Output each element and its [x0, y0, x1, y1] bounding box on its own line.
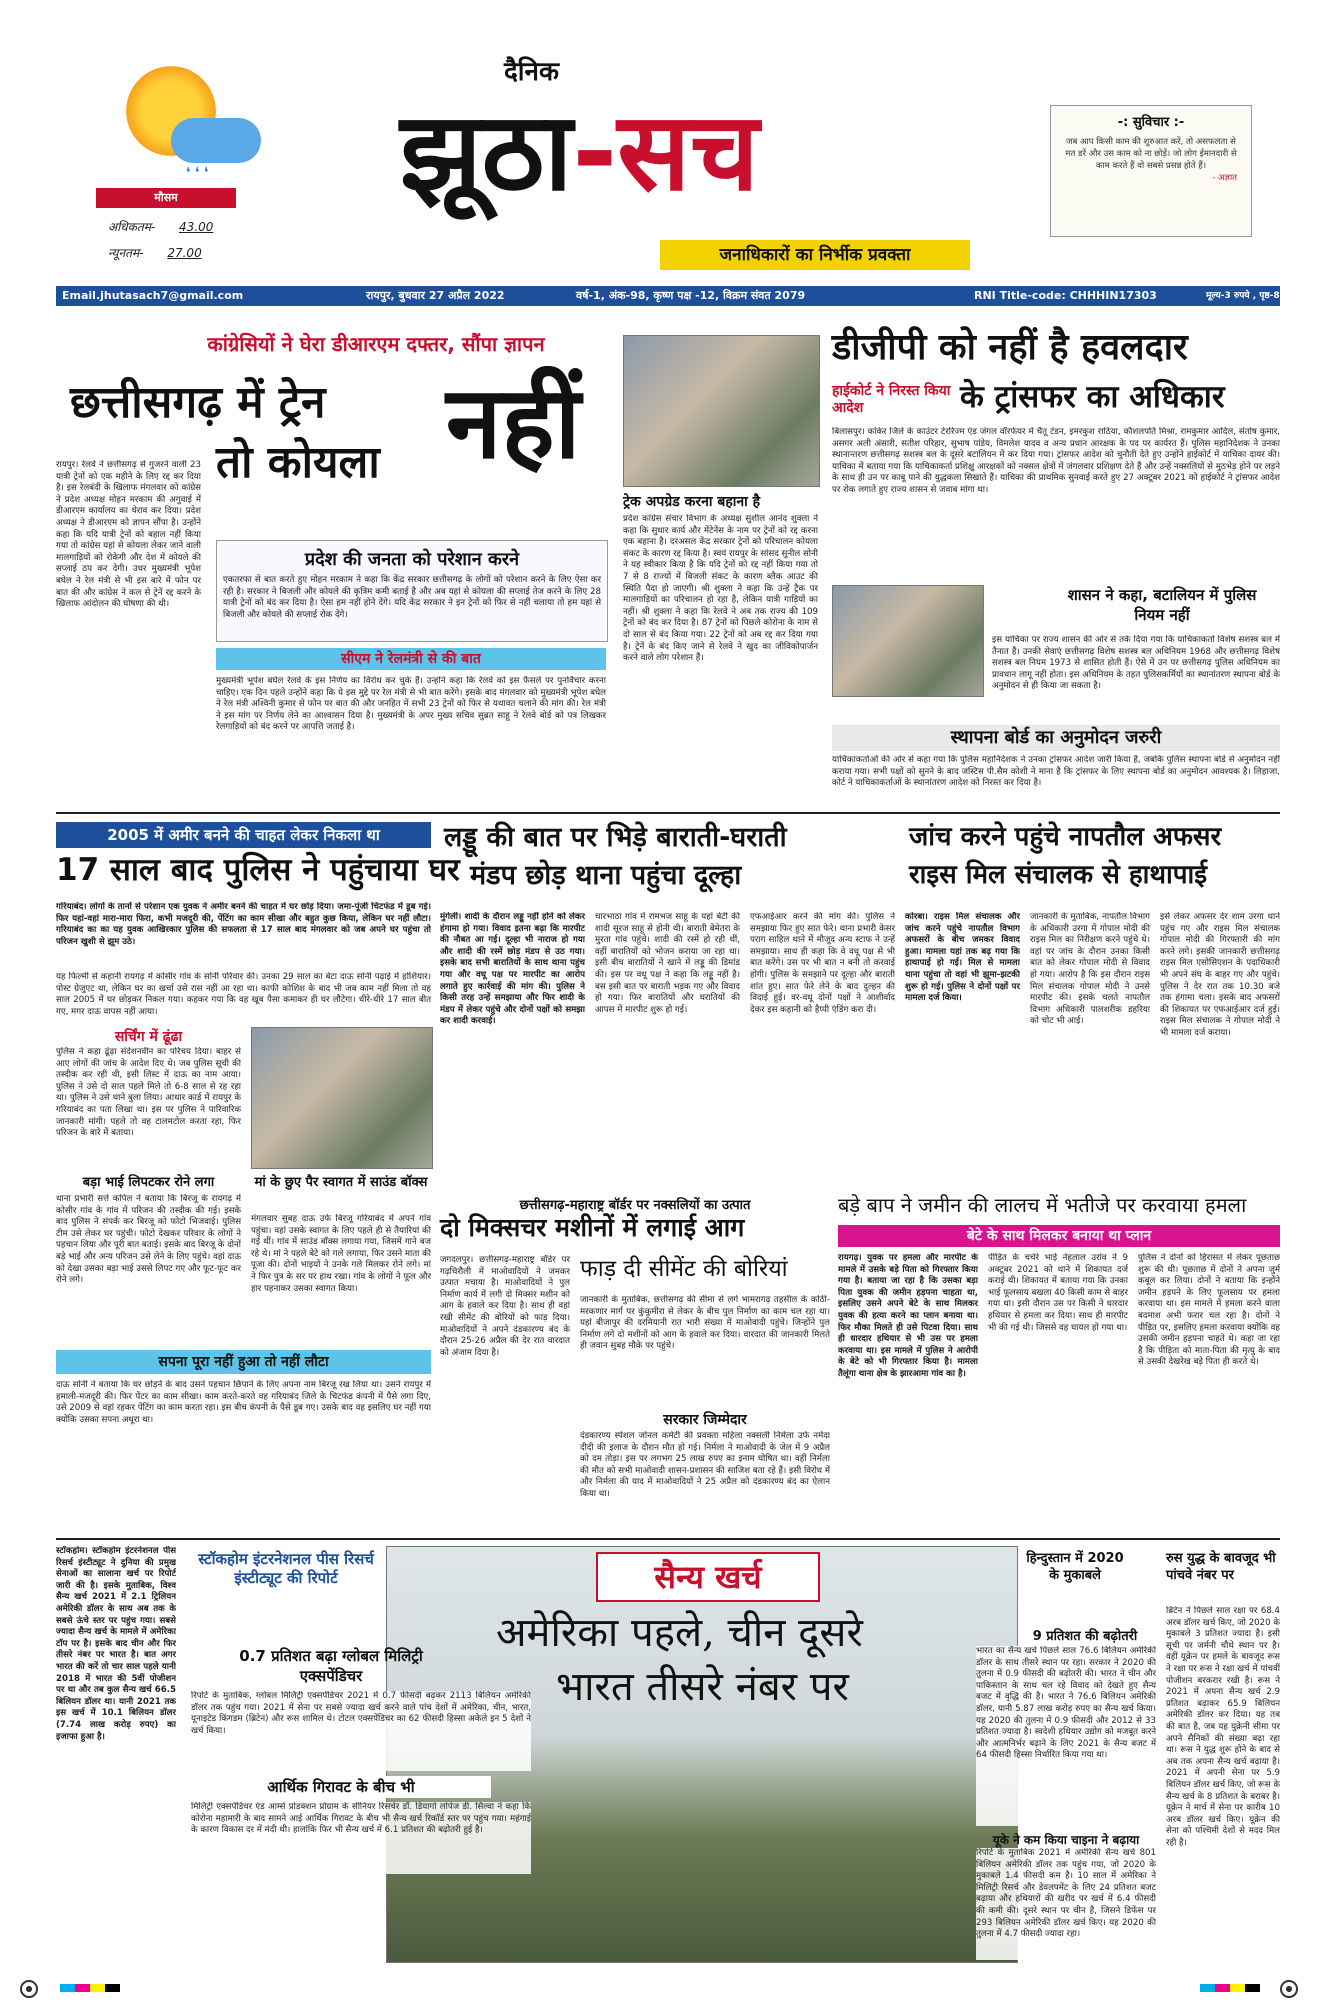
story2-head2: के ट्रांसफर का अधिकार [960, 379, 1225, 415]
weather-label: मौसम [96, 188, 236, 208]
story2-subtext2: याचिकाकर्ताओं की ओर से कहा गया कि पुलिस महानिदेशक ने उनका ट्रांसफर आदेश जारी किया है, जबकि पुलिस स्थापना बोर्ड से अनुमोदन नहीं कराया गया। सभी पक्षों को सुनने के बाद जस्टिस पी.सैम कोशी ने माना है कि ट्रांसफर के लिए स्थापना बोर्ड का अनुमोदन आवश्यक है। लिहाजा, कोर्ट ने याचिकाकर्ताओं के स्थानांतरण आदेश को निरस्त कर दिया है। [832, 755, 1280, 789]
weather-max: अधिकतम- 43.00 [108, 220, 214, 234]
story8-title: स्टॉकहोम इंटरनेशनल पीस रिसर्च इंस्टीट्यूट की रिपोर्ट [198, 1550, 374, 1587]
email[interactable]: Email.jhutasach7@gmail.com [62, 289, 244, 302]
story7-bar: बेटे के साथ मिलकर बनाया था प्लान [838, 1225, 1280, 1247]
story3-bar2: सपना पूरा नहीं हुआ तो नहीं लौटा [56, 1350, 431, 1374]
story3-sub2text: थाना प्रभारी सत्ते कपिल ने बताया कि बिरजू के रायगढ़ में कोसीर गांव के गांव में परिजन की तस्दीक की गई। इसके बाद पुलिस ने संपर्क कर बिरजू को फोटो भिजवाई। पुलिस टीम उसे लेकर घर पहुंची। फोटो देखकर परिवार के लोगों ने पहचान लिया और पूरी बात बताई। इसके बाद बिरजू के दोनों बड़े भाई और अन्य परिजन उसे लेने के लिए पहुंचे। वहां दाऊ को देखा उसका बड़ा भाई उससे लिपट गए और फूट-फूट कर रोने लगे। [56, 1194, 241, 1286]
story8-sub2text: मिलिट्री एक्सपेंडिचर एंड आर्म्स प्रोडक्शन प्रोग्राम के सीनियर रिसर्चर डॉ. डियागो लोपेज डी. सिल्वा ने कहा कि कोरोना महामारी के बाद सामने आई आर्थिक गिरावट के बीच भी सैन्य खर्च रिकॉर्ड स्तर पर पहुंच गया। महंगाई के कारण विकास दर में मंदी थी। हालांकि फिर भी सैन्य खर्च में 6.1 प्रतिशत की बढ़ोतरी हुई है। [191, 1802, 531, 1874]
weather-box [96, 48, 276, 278]
story5-col3: इसे लेकर अफसर देर शाम उरगा थाने पहुंच गए और राइस मिल संचालक गोपाल मोदी की गिरफ्तारी की मांग करने लगे। इसकी जानकारी छत्तीसगढ़ राइस मिल एसोसिएशन के पदाधिकारी भी अपने संघ के बाहर गए और पहुंचे। पुलिस ने देर रात तक 10.30 बजे तक हंगामा चला। इसके बाद अफसरों की शिकायत पर एफआईआर दर्ज हुई। राइस मिल संचालक ने गोपाल मोदी ने भी मामला दर्ज कराया। [1160, 912, 1280, 1038]
registration-mark [1280, 1980, 1298, 1998]
title-right: सच [617, 90, 759, 215]
suvichar-text: जब आप किसी काम की शुरुआत करें, तो असफलता से मत डरें और उस काम को ना छोड़ें। जो लोग ईमानदारी से काम करते हैं वो सबसे प्रसन्न होते हैं। [1065, 137, 1237, 171]
story8-sub1text: रिपोर्ट के मुताबिक, ग्लोबल मिलिट्री एक्सपेंडिचर 2021 में 0.7 फीसदी बढ़कर 2113 बिलियन अमेरिकी डॉलर तक पहुंच गया। 2021 में सेना पर सबसे ज्यादा खर्च करने वाले पांच देशों में अमेरिका, चीन, भारत, यूनाइटेड किंगडम (ब्रिटेन) और रूस शामिल थे। टोटल एक्सपेंडिचर का 62 फीसदी हिस्सा अकेले इन 5 देशों ने खर्च किया। [191, 1691, 531, 1771]
story7-head: बड़े बाप ने जमीन की लालच में भतीजे पर करवाया हमला [838, 1193, 1247, 1217]
story8-sub1: 0.7 प्रतिशत बढ़ा ग्लोबल मिलिट्री एक्सपेंडिचर [239, 1647, 423, 1685]
story8-mid-sub: 9 प्रतिशत की बढ़ोतरी [1032, 1629, 1138, 1644]
story2-text: बिलासपुर। कांकेर जिले के काउंटर टेररिज्म एंड जंगल वॉरफेयर में चैतू टंडन, इमरकुश राठिया, कौशलपति मिश्रा, रामकुमार आदिल, संतोष कुमार, असगर अली अंसारी, सतीश परिहार, सुभाष पांडेय, विमलेश यादव व अन्य प्रधान आरक्षक के पद पर कार्यरत हैं। पुलिस महानिदेशक ने उनका स्थानान्तरण छत्तीसगढ़ सशस्त्र बल के दूसरे बटालियन में कर दिया गया। ट्रांसफर आदेश को चुनौती देते हुए उन्होंने हाईकोर्ट में याचिका दायर की। याचिका में बताया गया कि याचिकाकर्ता प्रशिक्षु आरक्षकों को नक्सल क्षेत्रों में जंगलवार प्रशिक्षण देते हैं और उन्हें नक्सलियों से मुठभेड़ होने पर लड़ने के साथ ही उन पर काबू पाने की युद्धकला सिखाते हैं। याचिका की प्राथमिक सुनवाई करते हुए 27 अक्टूबर 2021 को हाईकोर्ट ने ट्रांसफर आदेश पर रोक लगाते हुए राज्य शासन से जवाब मांगा था। [832, 427, 1280, 495]
story2-head1: डीजीपी को नहीं है हवलदार [832, 327, 1188, 368]
story5-head1: जांच करने पहुंचे नापतौल अफसर [909, 822, 1222, 852]
story-military-spending [56, 1546, 1280, 1966]
story1-bartext: मुख्यमंत्री भूपेश बघेल रेलवे के इस निर्णय का विरोध कर चुके हैं। उन्होंने कहा कि रेलवे को इस फैसले पर पुनर्विचार करना चाहिए। एक दिन पहले उन्होंने कहा कि ये इस मुद्दे पर रेल मंत्री से भी बात करेंगे। इसके बाद मंगलवार को मुख्यमंत्री भूपेश बघेल ने रेल मंत्री अश्विनी कुमार से फोन पर बात की और जनहित में सभी 23 ट्रेनों को फिर से यथावत चलाने की मांग की। रेल मंत्री ने इस मांग पर निर्णय लेने का आश्वासन दिया है। मुख्यमंत्री के अपर मुख्य सचिव सुब्रत साहू ने रेलवे बोर्ड को पत्र लिखकर रेलगाड़ियों को बंद करने पर आपत्ति जताई है। [216, 676, 606, 733]
story4-col1: मुंगेली। शादी के दौरान लड्डू नहीं होने को लेकर हंगामा हो गया। विवाद इतना बढ़ा कि मारपीट की नौबत आ गई। दूल्हा भी नाराज हो गया और शादी की रस्में छोड़ मंडप से उठ गया। इसके बाद सभी बारातियों के साथ थाना पहुंच गया और वधू पक्ष पर मारपीट का आरोप लगाते हुए कार्रवाई की मांग की। पुलिस ने किसी तरह उन्हें समझाया और फिर शादी के मंडप में लेकर पहुंचे और दोनों पक्षों को समझा कर शादी करवाई। [440, 912, 585, 1027]
title-left: झूठा [400, 90, 573, 215]
date-line: रायपुर, बुधवार 27 अप्रैल 2022 [366, 289, 505, 302]
story3-sub3: मां के छुए पैर स्वागत में साउंड बॉक्स [254, 1175, 428, 1190]
story1-subhead: प्रदेश की जनता को परेशान करने [304, 549, 520, 570]
story-train-coal [56, 330, 821, 800]
story8-mid-text: भारत का सैन्य खर्च पिछले साल 76.6 बिलियन अमेरिकी डॉलर के साथ तीसरे स्थान पर रहा। सरकार ने 2020 की तुलना में 0.9 फीसदी की बढ़ोतरी की। भारत ने चीन और पाकिस्तान के साथ चल रहे विवाद को देखते हुए सैन्य बजट में वृद्धि की है। भारत ने 76.6 बिलियन अमेरिकी डॉलर, यानी 5.87 लाख करोड़ रुपए का सैन्य खर्च किया। यह 2020 की तुलना में 0.9 फीसदी और 2012 से 33 प्रतिशत ज्यादा है। स्वदेशी हथियार उद्योग को मजबूत करने और आत्मनिर्भर बढ़ाने के लिए 2021 के सैन्य बजट में 64 फीसदी हिस्सा निर्धारित किया गया था। [976, 1646, 1156, 1826]
story3-photo [251, 1027, 433, 1169]
story2-subhead2: स्थापना बोर्ड का अनुमोदन जरुरी [832, 725, 1280, 751]
story3-text: यह फिल्मी से कहानी रायगढ़ में कोसीर गांव के सोनी परिवार की। उनका 29 साल का बेटा दाऊ सोनी पढ़ाई में होशियार। पोस्ट ग्रेजुएट था, लेकिन घर का खर्चा उसे रास नहीं आ रहा था। काफी कोशिश के बाद भी जब काम नहीं मिला तो वह साल 2005 में घर छोड़कर निकल गया। कहकर गया कि वह खूब पैसा कमाकर ही घर लौटेगा। धीरे-धीरे 17 साल बीत गए, मगर दाऊ वापस नहीं आया। [56, 972, 431, 1017]
info-bar [56, 286, 1280, 306]
story6-subtext: दंडकारण्य स्पेशल जोनल कमेटी की प्रवक्ता महिला नक्सली निर्मला उर्फ नर्मदा दीदी की इलाज के दौरान मौत हो गई। निर्मला ने माओवादी के जेल में 9 अप्रैल को दम तोड़ा। इस पर लगभग 25 लाख रुपए का इनाम घोषित था। वहीं निर्मला की मौत को सभी माओवादी शासन-प्रशासन की साजिश बता रहे हैं। इसी विरोध में और निर्मला की याद में माओवादियों ने 25 अप्रैल को दंडकारण्य बंद का ऐलान किया था। [580, 1431, 830, 1499]
story3-sub1: सर्चिंग में ढूंढा [114, 1029, 183, 1045]
story5-col2: जानकारी के मुताबिक, नापतौल विभाग के अधिकारी उरगा में गोपाल मोदी की राइस मिल का निरीक्षण करने पहुंचे थे। वहां पर जांच के दौरान उनका किसी बात को लेकर गोपाल मोदी से विवाद हो गया। आरोप है कि इस दौरान राइस मिल संचालक गोपाल मोदी ने उनसे मारपीट की। इसके चलते नापतौल विभाग अधिकारी पालशरीक डहरिया को चोट भी आई। [1030, 912, 1150, 1027]
cloud-icon [171, 118, 261, 163]
story3-sub2: बड़ा भाई लिपटकर रोने लगा [82, 1175, 215, 1190]
divider [56, 812, 1280, 814]
story6-kicker: छत्तीसगढ़-महाराष्ट्र बॉर्डर पर नक्सलियों का उत्पात [519, 1198, 751, 1213]
story6-col2: जानकारी के मुताबिक, छत्तीसगढ़ की सीमा से लगे भामरागढ़ तहसील के कोठी-मरकणार मार्ग पर कुंकुमीरा से लेकर के बीच पुल निर्माण का काम चल रहा था। यहां बीजापुर की दरमियानी रात भारी संख्या में माओवादी पहुंचे। जिन्होंने पुल निर्माण लगे दो मशीनों को आग के हवाले कर दिया। वारदात की जानकारी मिलते ही जवान सुबह मौके पर पहुंचे। [580, 1295, 830, 1352]
story7-col1: रायगढ़। युवक पर हमला और मारपीट के मामले में उसके बड़े पिता को गिरफ्तार किया गया है। बताया जा रहा है कि उसका बड़ा पिता युवक की जमीन हड़पना चाहता था, इसलिए उसने अपने बेटे के साथ मिलकर युवक की हत्या करने का प्लान बनाया था। फिर मौका मिलते ही उसे पिटवा दिया। साथ ही धारदार हथियार से भी उस पर हमला करवाया था। इस मामले में पुलिस ने आरोपी के बेटे को भी गिरफ्तार किया है। मामला तैलूंगा थाना क्षेत्र के झारआमा गांव का है। [838, 1253, 978, 1379]
story8-head: सैन्य खर्च [596, 1552, 820, 1602]
story2-photo [832, 585, 984, 697]
story2-subhead: शासन ने कहा, बटालियन में पुलिस नियम नहीं [1067, 586, 1257, 624]
story8-head2: भारत तीसरे नंबर पर [556, 1664, 849, 1710]
story3-bar: 2005 में अमीर बनने की चाहत लेकर निकला था [56, 822, 431, 848]
story-17-years [56, 822, 460, 1527]
story1-side-text: प्रदेश कांग्रेस संचार विभाग के अध्यक्ष सुशील आनंद शुक्ला ने कहा कि सुधार कार्य और मेंटेनेंस के नाम पर ट्रेनों को रद्द करना एक बहाना है। दरअसल केंद्र सरकार ट्रेनों को परिचालन कोयला संकट के कारण रद्द किया है। स्वयं रायपुर के सांसद सुनील सोनी ने यह स्वीकार किया है कि यदि ट्रेनों को रद्द नहीं किया गया तो 7 से 8 राज्यों में बिजली संकट के कारण ब्लैक आउट की स्थिति पैदा हो जाएगी। श्री शुक्ला ने कहा कि उन्हें ट्रैक पर मालगाड़ियों का परिचालन हो रहा है, लेकिन यात्री गाड़ियों का नहीं। श्री शुक्ला ने कहा कि रेलवे ने अब तक राज्य की 109 ट्रेनों को बंद कर दिया है। 87 ट्रेनों को पिछले कोरोना के नाम से दो साल से बंद किया गया। 22 ट्रेनों को अब रद्द कर दिया गया है। ट्रेनें के बंद किए जाने से रेलवे ने खुद का जीविकोपार्जन करने वाले लोग परेशान हैं। [623, 514, 818, 664]
registration-mark [20, 1980, 38, 1998]
story3-head: 17 साल बाद पुलिस ने पहुंचाया घर [56, 852, 460, 888]
story6-head1: दो मिक्सचर मशीनों में लगाई आग [440, 1213, 745, 1242]
story-naxal [440, 1195, 830, 1525]
story8-right-head: रुस युद्ध के बावजूद भी पांचवे नंबर पर [1166, 1551, 1276, 1583]
title-dash: - [572, 90, 618, 215]
color-strip [1200, 1984, 1260, 1992]
story8-mid-head: हिन्दुस्तान में 2020 के मुकाबले [1026, 1551, 1124, 1583]
issue-line: वर्ष-1, अंक-98, कृष्ण पक्ष -12, विक्रम संवत 2079 [576, 289, 806, 302]
rni-code: RNI Title-code: CHHHIN17303 [974, 289, 1157, 302]
story2-subtext: इस याचिका पर राज्य शासन की ओर से तर्क दिया गया कि याचिकाकर्ता विशेष सशस्त्र बल में तैनात हैं। उनकी सेवाएं छत्तीसगढ़ विशेष सशस्त्र बल अधिनियम 1968 और छत्तीसगढ़ विशेष सशस्त्र बल नियम 1973 से शासित होती हैं। ऐसे में उन पर छत्तीसगढ़ पुलिस अधिनियम का प्रावधान लागू नहीं होता। इस अधिनियम के तहत पुलिसकर्मियों का स्थानांतरण स्थापना बोर्ड के अनुमोदन से ही किया जा सकता है। [992, 635, 1280, 692]
story1-photo [623, 335, 820, 487]
story1-side-head: ट्रेक अपग्रेड करना बहाना है [623, 494, 761, 510]
story2-kicker: हाईकोर्ट ने निरस्त किया आदेश [832, 383, 951, 416]
story8-mid-sub2: यूके ने कम किया चाइना ने बढ़ाया [992, 1833, 1140, 1847]
story1-kicker: कांग्रेसियों ने घेरा डीआरएम दफ्तर, सौंपा ज्ञापन [207, 332, 545, 356]
color-strip [60, 1984, 120, 1992]
story3-bar2text: दाऊ सोनी ने बताया कि घर छोड़ने के बाद उसने पहचान छिपाने के लिए अपना नाम बिरजू रख लिया था। उसने रायपुर में हमाली-मजदूरी की। फिर पेंटर का काम सीखा। काम करते-करते वह गरियाबंद जिले के चिटफंड कंपनी में पैसे लगा दिए, उसे 2009 से वहां रहकर पेंटिंग का काम करता रहा। इस बीच कंपनी के पैसे डूब गए। उसके बाद वह इसलिए घर नहीं गया क्योंकि उसका सपना अधूरा था। [56, 1380, 431, 1425]
story5-head2: राइस मिल संचालक से हाथापाई [909, 860, 1207, 890]
story3-lead: गरियाबंद। लोगों के तानों से परेशान एक युवक ने अमीर बनने की चाहत में घर छोड़ दिया। जमा-पूंजी चिटफंड में डूब गई। फिर यहां-वहां मारा-मारा फिरा, कभी मजदूरी की, पेंटिंग का काम सीखा और बहुत कुछ किया, लेकिन घर नहीं लौटा। गरियाबंद का का यह युवक आखिरकार पुलिस की सफलता से 17 साल बाद मंगलवार को जब अपने घर पहुंचा तो परिजन खुशी से झूम उठे। [56, 902, 431, 947]
masthead [0, 0, 1323, 290]
story1-head1: छत्तीसगढ़ में ट्रेन [70, 377, 326, 428]
masthead-dainik: दैनिक [504, 57, 559, 87]
divider [56, 1538, 1280, 1540]
story-land-dispute [838, 1195, 1280, 1525]
story1-subtext: एकतरफा से बात करते हुए मोहन मरकाम ने कहा कि केंद्र सरकार छत्तीसगढ़ के लोगों को परेशान करने के लिए ऐसा कर रही है। सरकार ने बिजली और कोयले की कृत्रिम कमी बताई है और अब यहां से कोयला की सप्लाई तेज करने के लिए 28 यात्री ट्रेनों को बंद कर दिया है। ऐसा हम नहीं होने देंगे। यदि केंद्र सरकार ने इन ट्रेनों को फिर से नहीं चलाया तो हम यहां से बिजली और कोयले की सप्लाई रोक देंगे। [223, 575, 601, 620]
story1-bar: सीएम ने रेलमंत्री से की बात [216, 648, 606, 670]
story8-left-text: स्टॉकहोम। स्टॉकहोम इंटरनेशनल पीस रिसर्च इंस्टीट्यूट ने दुनिया की प्रमुख सेनाओं का सालाना खर्च पर रिपोर्ट जारी की है। इसके मुताबिक, विश्व सैन्य खर्च 2021 में 2.1 ट्रिलियन अमेरिकी डॉलर के साथ अब तक के सबसे ऊंचे स्तर पर पहुंच गया। सबसे ज्यादा सैन्य खर्च के मामले में अमेरिका टॉप पर है। इसके बाद चीन और फिर तीसरे नंबर पर भारत है। बात अगर भारत की करें तो चार साल पहले यानी 2018 में भारत की 5वीं पोजीशन पर था और तब कुल सैन्य खर्च 66.5 बिलियन डॉलर था। यानी 2021 तक इस खर्च में 10.1 बिलियन डॉलर (7.74 लाख करोड़ रुपए) का इजाफा हुआ है। [56, 1546, 176, 1742]
masthead-title [400, 78, 960, 228]
story6-col1: जगदलपुर। छत्तीसगढ़-महाराष्ट्र बॉर्डर पर गढ़चिरौली में माओवादियों ने जमकर उत्पात मचाया है। माओवादियों ने पुल निर्माण कार्य में लगी दो मिक्सर मशीन को आग के हवाले कर दिया है। साथ ही वहां रखी सीमेंट की बोरियों को फाड़ दिया। माओवादियों ने अपने दंडकारण्य बंद के दौरान 25-26 अप्रैल की देर रात वारदात को अंजाम दिया है। [440, 1255, 570, 1358]
suvichar-author: - अज्ञात [1212, 173, 1237, 183]
story6-sub: सरकार जिम्मेदार [663, 1412, 747, 1428]
story-laddu [440, 822, 895, 1187]
story1-head2: तो कोयला [216, 437, 380, 488]
story8-head1: अमेरिका पहले, चीन दूसरे [496, 1610, 863, 1656]
rain-icon: ❛ ❛ ❛ [186, 165, 209, 181]
story-dgp [832, 325, 1280, 800]
story7-col2: पीड़ित के चचेरे भाई नेहलाल उरांव ने 9 अक्टूबर 2021 को थाने में शिकायत दर्ज कराई थी। शिकायत में बताया गया कि उनका भाई फूलसाय बखला 40 किसी काम से बाहर गया था। इसी दौरान उस पर किसी ने धारदार हथियार से हमला कर दिया। साथ ही मारपीट भी की गई थी। जिससे वह घायल हो गया था। [988, 1253, 1128, 1333]
weather-min: न्यूनतम- 27.00 [108, 246, 202, 260]
story7-col3: पुलिस ने दोनों को हिरासत में लेकर पूछताछ शुरू की थी। पूछताछ में दोनों ने अपना जुर्म कबूल कर लिया। दोनों ने बताया कि इन्होंने जमीन हड़पने के लिए फूलसाय पर हमला करवाया था। इस मामले में हमला करने वाला बदमाश अभी फरार चल रहा है। दोनों ने पीड़ित पर, इसलिए हमला करवाया क्योंकि वह उसकी जमीन हड़पना चाहते थे। कहा जा रहा है कि पीड़िता को माता-पिता की मृत्यु के बाद से उसकी देखरेख बड़े पिता ही करते थे। [1138, 1253, 1280, 1368]
story1-head3: नहीं [446, 364, 581, 481]
suvichar-label: -: सुविचार :- [1117, 115, 1185, 130]
story8-mid-text2: रिपोर्ट के मुताबिक 2021 में अमेरिकी सैन्य खर्च 801 बिलियन अमेरिकी डॉलर तक पहुंच गया, जो 2020 के मुकाबले 1.4 फीसदी कम है। 10 साल में अमेरिका ने मिलिट्री रिसर्च और डेवलपमेंट के लिए 24 प्रतिशत बजट बढ़ाया और हथियारों की खरीद पर खर्च में 6.4 फीसदी की कमी की। दूसरे स्थान पर चीन है, जिसने डिफेंस पर 293 बिलियन अमेरिकी डॉलर खर्च किए। यह 2020 की तुलना में 4.7 फीसदी ज्यादा रहा। [976, 1848, 1156, 1960]
story5-col1: कोरबा। राइस मिल संचालक और जांच करने पहुंचे नापतौल विभाग अफसरों के बीच जमकर विवाद हुआ। मामला यहां तक बढ़ गया कि हाथापाई हो गई। मिल से मामला थाना पहुंचा तो वहां भी झूमा-झटकी शुरू हो गई। पुलिस ने दोनों पक्षों पर मामला दर्ज किया। [905, 912, 1020, 1004]
story3-sub3text: मंगलवार सुबह दाऊ उर्फ बिरजू गरियाबंद में अपने गांव पहुंचा। वहां उसके स्वागत के लिए पहले ही से तैयारियां की गई थीं। गांव में साउंड बॉक्स लगाया गया, जिसमें गाने बज रहे थे। मां ने पहले बेटे को गले लगाया, फिर उसने माता की पूजा की। दोनों भाइयों ने उनके गले मिलकर रोने लगे। मां ने फिर पुत्र के सर पर हाथ रखा। गांव के लोगों ने फूल और हार पहनाकर उसका स्वागत किया। [251, 1214, 431, 1294]
story4-col3: एफआईआर करने की मांग की। पुलिस ने समझाया फिर हुए सात फेरे। थाना प्रभारी केसर पराग साहिल थाने में मौजूद अन्य स्टाफ ने उन्हें समझाया। साथ ही कहा कि वे वधू पक्ष से भी बात करेंगे। उस पर भी बात न बनी तो करवाई होगी। पुलिस के समझाने पर दूल्हा और बाराती शांत हुए। सात फेरे लेने के बाद दुल्हन की विदाई हुई। वर-वधू दोनों पक्षों ने आशीर्वाद देकर इस कहानी को हैप्पी एंडिंग करा दी। [750, 912, 895, 1015]
masthead-tagline: जनाधिकारों का निर्भीक प्रवक्ता [660, 240, 970, 270]
story3-sub1text: पुलिस ने कहा ढूंढ़ा संदेशनवीन का परिचय दिया। बाहर से आए लोगों की जांच के आदेश दिए थे। जब पुलिस सूची की तस्दीक कर रही थी, इसी लिस्ट में दाऊ का नाम आया। पुलिस ने उसे दो साल पहले मिले तो 6-8 साल से रह रहा था। पुलिस ने उसे थाने बुला लिया। आधार कार्ड में रायपुर के गरियाबंद का पता लिखा था। इस पर पुलिस ने पारिवारिक जानकारी मांगी। पहले तो वह टालमटोल करता रहा, फिर परिजन के बारे में बताया। [56, 1047, 241, 1139]
story6-head2: फाड़ दी सीमेंट की बोरियां [580, 1256, 788, 1282]
story4-col2: चारभाठा गांव में रामभज साहू के यहां बेटी की शादी सूरज साहू से होनी थी। बाराती बेमेतरा के मुरता गांव पहुंचे। शादी की रस्में हो रही थीं, वहीं बारातियों को भोजन कराया जा रहा था। इसी बीच बारातियों ने खाने में लड्डू की डिमांड की। इस पर वधू पक्ष ने कहा कि लड्डू नहीं है। बस इसी बात पर बाराती भड़क गए और विवाद हो गया। फिर बारातियों और घरातियों की आपस में मारपीट शुरू हो गई। [595, 912, 740, 1015]
story8-right-text: ब्रिटेन ने पिछले साल रक्षा पर 68.4 अरब डॉलर खर्च किए, जो 2020 के मुकाबले 3 प्रतिशत ज्यादा है। इसी सूची पर जर्मनी चौथे स्थान पर है। वहीं यूक्रेन पर हमले के बावजूद रूस ने रक्षा पर रूस ने रक्षा खर्च में पांचवीं पोजीशन बरकरार रखी है। रूस ने 2021 में अपना सैन्य खर्च 2.9 प्रतिशत बढ़ाकर 65.9 बिलियन अमेरिकी डॉलर कर दिया। यह तब की बात है, जब यह युक्रेनी सीमा पर अपने सैनिकों की संख्या बढ़ा रहा था। रूस ने युद्ध शुरू होने के बाद से अब तक अपना सैन्य खर्च बढ़ाया है। 2021 में अपनी सेना पर 5.9 बिलियन डॉलर खर्च किए, जो रूस के सैन्य खर्च के 8 प्रतिशत के बराबर है। यूक्रेन ने मार्च में सेना पर कारीब 10 अरब डॉलर खर्च किए। यूक्रेन की सेना को पश्चिमी देशों से मदद मिल रही है। [1166, 1606, 1280, 1848]
story8-sub2: आर्थिक गिरावट के बीच भी [191, 1776, 491, 1798]
suvichar-box [1050, 105, 1252, 237]
price-line: मूल्य-3 रुपये , पृष्ठ-8 [1206, 291, 1280, 301]
story4-head2: मंडप छोड़ थाना पहुंचा दूल्हा [470, 860, 742, 891]
story1-subbox [216, 540, 608, 642]
story1-col1: रायपुर। रेलवे ने छत्तीसगढ़ से गुजरने वाली 23 यात्री ट्रेनों को एक महीने के लिए रद्द कर दिया है। इस रेलबंदी के खिलाफ मंगलवार को कांग्रेस ने प्रदेश अध्यक्ष मोहन मरकाम की अगुवाई में डीआरएम कार्यालय का घेराव कर दिया। प्रदेश अध्यक्ष ने डीआरएम को ज्ञापन सौंपा है। उन्होंने कहा कि यदि यात्री ट्रेनों को बहाल नहीं किया गया तो कांग्रेस यहां से कोयला लेकर जाने वाली मालगाड़ियों को रोकेगी और देश में कोयले की सप्लाई ठप कर देगी। उधर मुख्यमंत्री भूपेश बघेल ने रेल मंत्री से भी इस बारे में फोन पर बात की और कांग्रेस ने कल से ट्रेनें रद्द करने के खिलाफ आंदोलन की घोषणा की थी। [56, 460, 201, 610]
story4-head1: लड्डू की बात पर भिड़े बाराती-घराती [444, 822, 787, 853]
story-rice-mill [905, 822, 1280, 1187]
